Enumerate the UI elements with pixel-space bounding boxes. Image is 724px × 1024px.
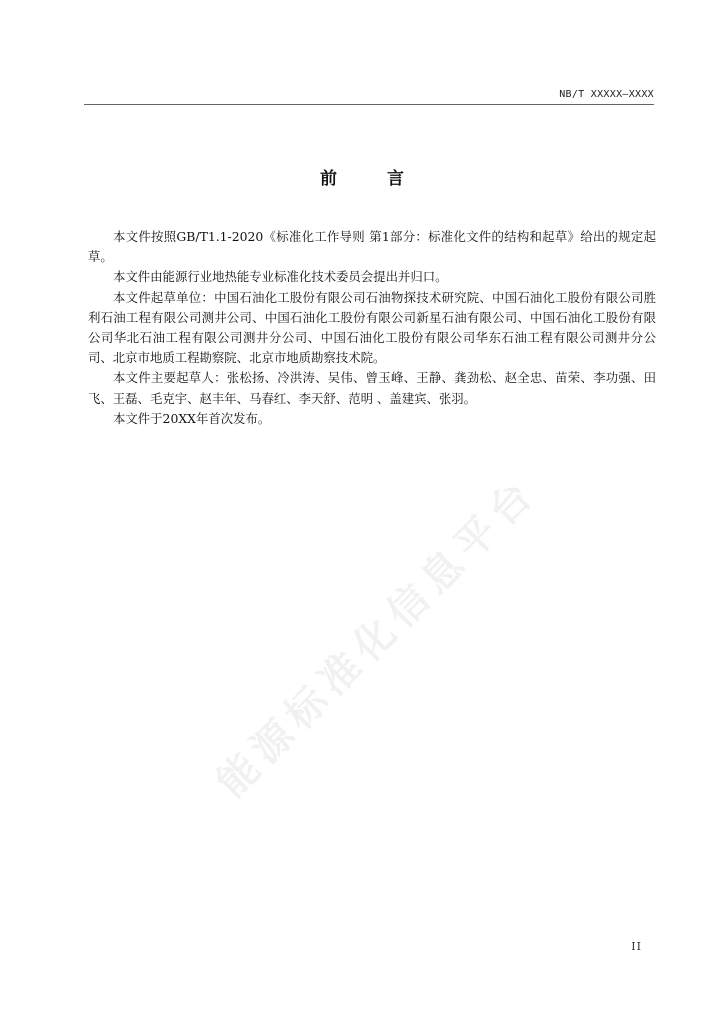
header-divider (84, 104, 654, 105)
paragraph-first-release: 本文件于20XX年首次发布。 (113, 410, 271, 426)
paragraph-drafters: 本文件主要起草人：张松扬、冷洪涛、吴伟、曾玉峰、王静、龚劲松、赵全忠、苗荣、李功强、田飞、王磊、毛克宇、赵丰年、马春红、李天舒、范明 、盖建宾、张羽。 (88, 370, 656, 406)
page-number: II (631, 940, 642, 953)
paragraph-proposer: 本文件由能源行业地热能专业标准化技术委员会提出并归口。 (113, 269, 448, 285)
document-id: NB/T XXXXX—XXXX (559, 89, 654, 100)
watermark: 能源标准化信息平台 (208, 468, 547, 807)
paragraph-drafting-rules: 本文件按照GB/T1.1-2020《标准化工作导则 第1部分：标准化文件的结构和起草》给出的规定起草。 (88, 229, 656, 265)
foreword-body (88, 227, 656, 429)
paragraph-drafting-units: 本文件起草单位：中国石油化工股份有限公司石油物探技术研究院、中国石油化工股份有限公司胜利石油工程有限公司测井公司、中国石油化工股份有限公司新星石油有限公司、中国石油化工股份有限公司华北石油工程有限公司测井分公司、中国石油化工股份有限公司华东石油工程有限公司测井分公司、北京市地质工程勘察院、北京市地质勘察技术院。 (88, 289, 656, 366)
page-title: 前 言 (320, 169, 426, 189)
